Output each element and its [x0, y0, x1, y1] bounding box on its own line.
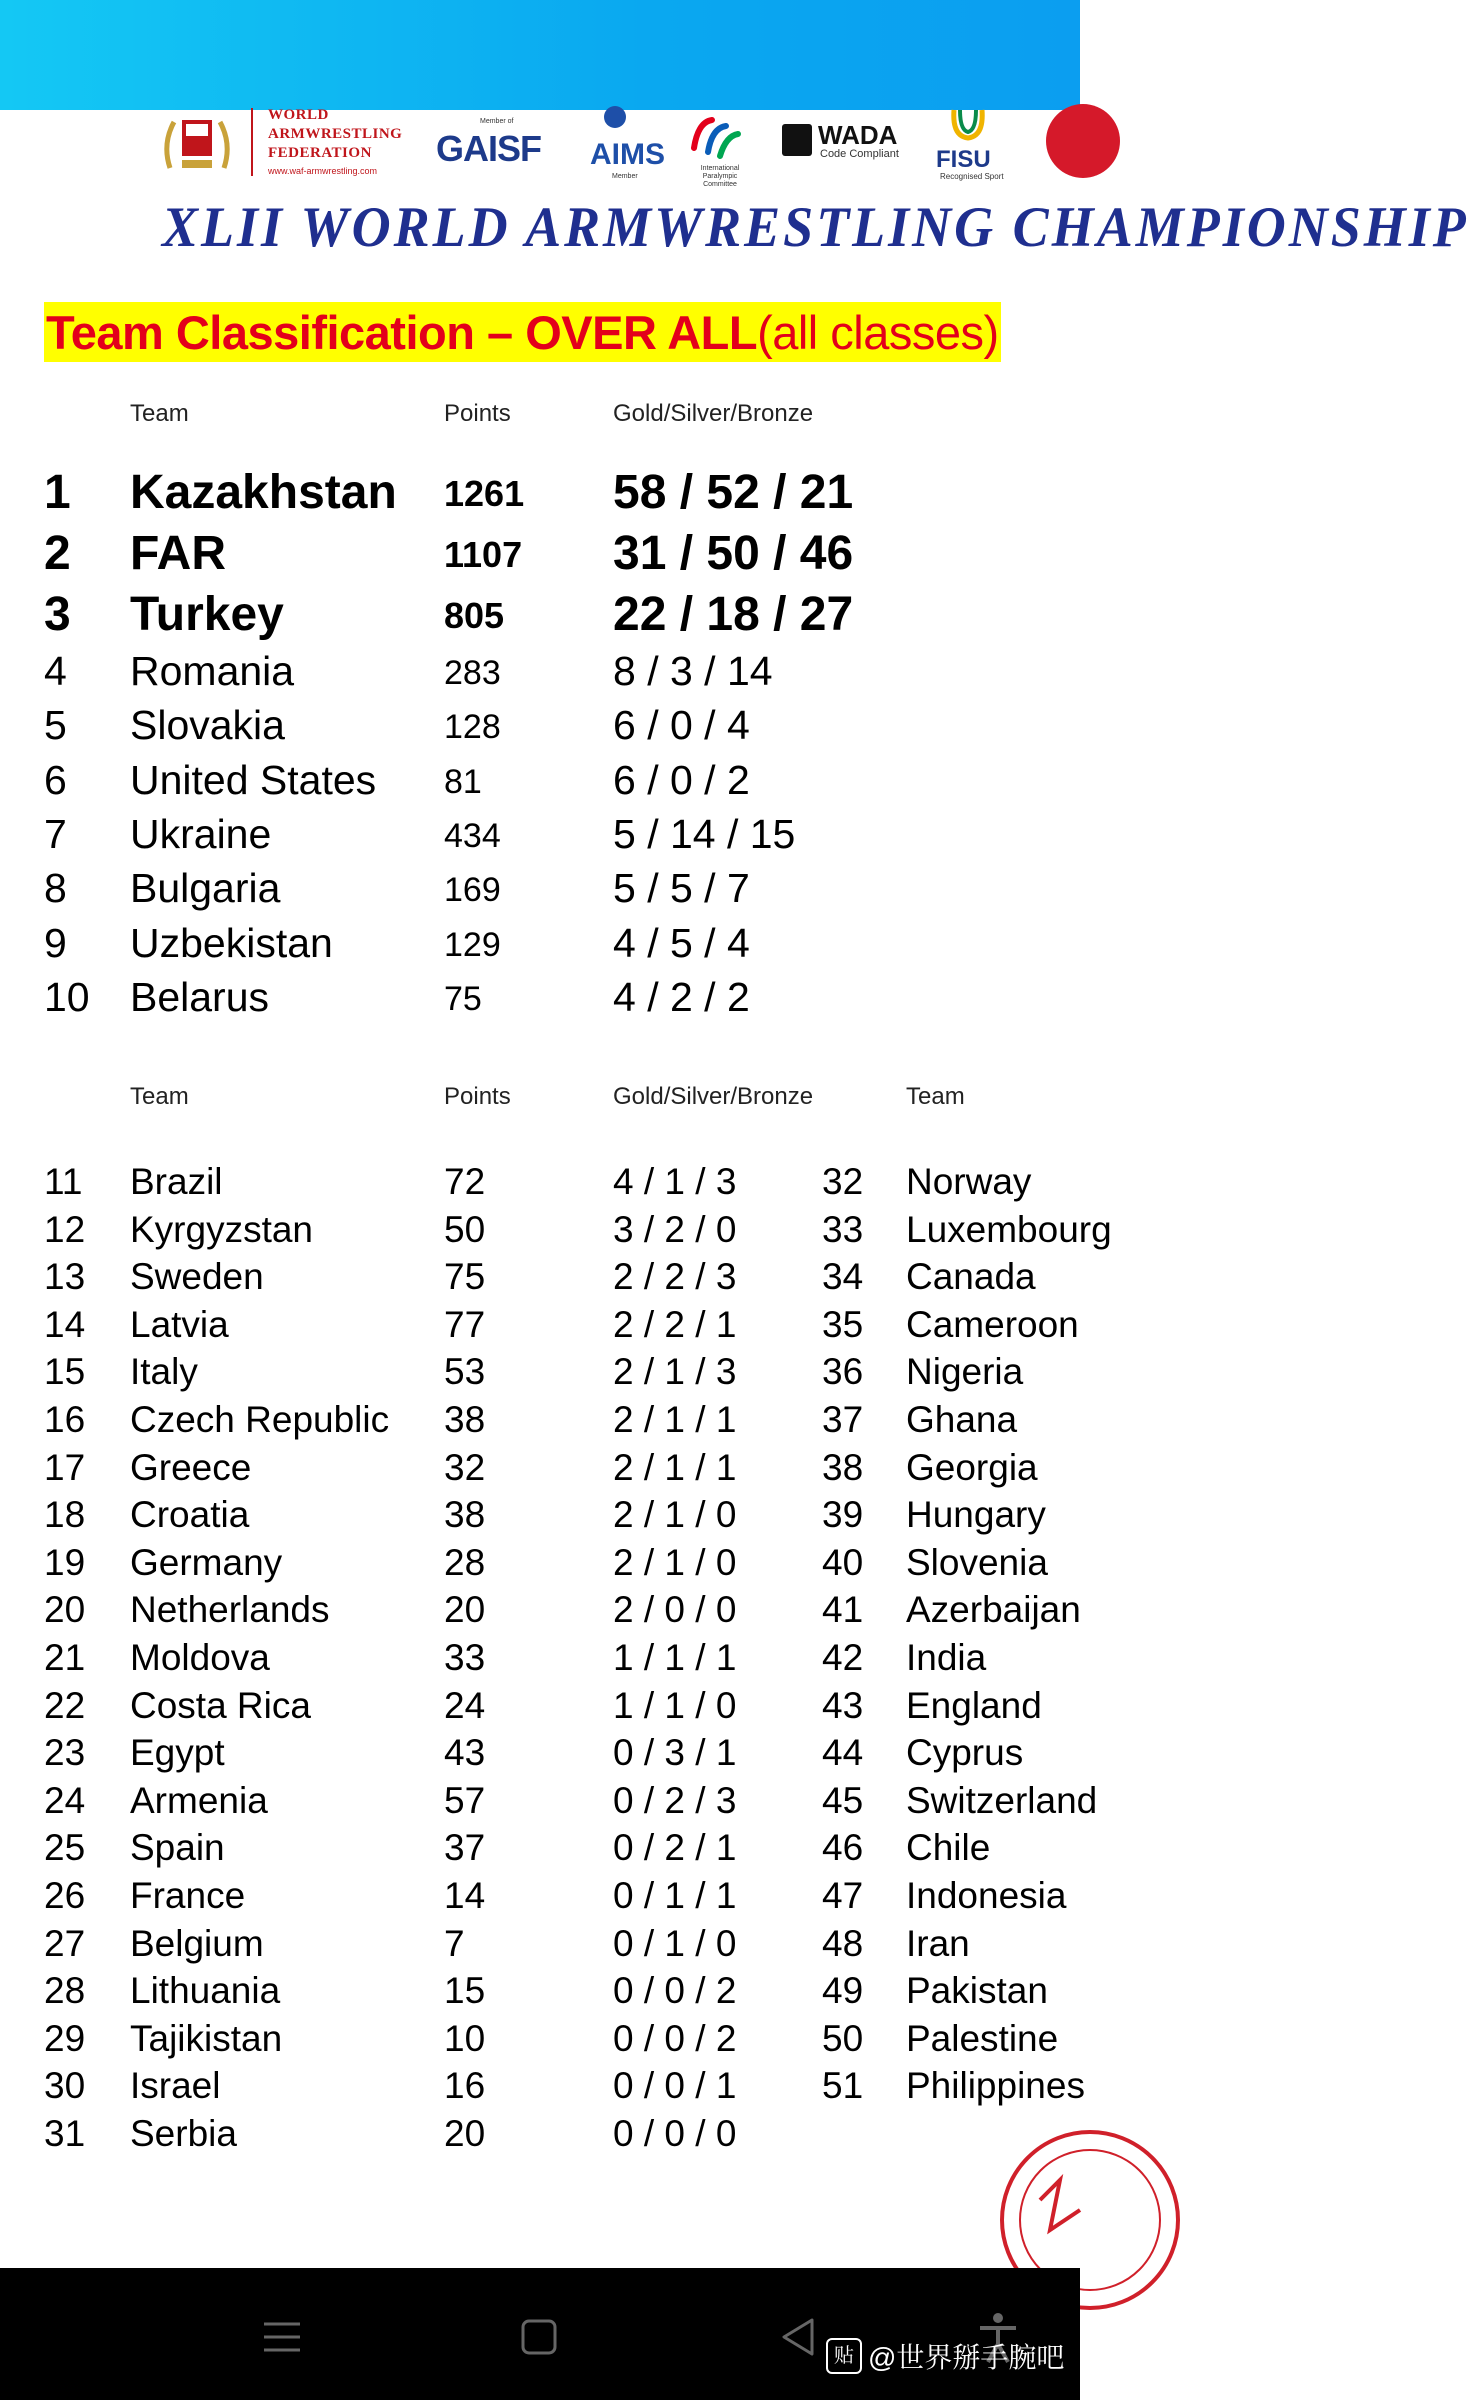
points-cell: 43 — [444, 1732, 486, 1774]
aims-caption: Member — [612, 173, 638, 180]
team-cell: Egypt — [130, 1732, 225, 1774]
medals-cell: 2 / 0 / 0 — [613, 1589, 737, 1631]
waf-url: www.waf-armwrestling.com — [268, 166, 378, 176]
rank-cell: 17 — [44, 1446, 86, 1488]
rank-cell: 49 — [822, 1970, 864, 2012]
rank-cell: 18 — [44, 1494, 86, 1536]
rank-cell: 16 — [44, 1399, 86, 1440]
rank-cell: 20 — [44, 1589, 86, 1631]
wada-caption: Code Compliant — [820, 148, 899, 160]
team-cell: Uzbekistan — [130, 919, 333, 966]
team-cell: Italy — [130, 1351, 198, 1393]
medals-cell: 0 / 1 / 1 — [613, 1875, 737, 1916]
medals-cell: 6 / 0 / 2 — [613, 756, 750, 803]
medals-cell: 0 / 3 / 1 — [613, 1732, 737, 1774]
menu-icon[interactable] — [262, 2320, 302, 2354]
rank-cell: 6 — [44, 756, 67, 803]
waf-emblem-icon — [160, 108, 234, 180]
points-cell: 434 — [444, 816, 501, 855]
rank-cell: 30 — [44, 2065, 86, 2107]
points-cell: 75 — [444, 1256, 486, 1298]
rank-cell: 1 — [44, 466, 71, 519]
fisu-logo: FISU — [936, 146, 991, 173]
rank-cell: 32 — [822, 1161, 864, 1202]
waf-line: ARMWRESTLING — [268, 126, 403, 142]
medals-cell: 5 / 14 / 15 — [613, 810, 796, 857]
team-cell: Switzerland — [906, 1779, 1098, 1821]
wada-logo: WADA — [818, 120, 898, 150]
rank-cell: 40 — [822, 1541, 864, 1583]
page-title — [44, 302, 1001, 362]
header-medals: Gold/Silver/Bronze — [613, 400, 814, 427]
rank-cell: 8 — [44, 865, 67, 912]
title-bold: Team Classification – OVER ALL — [46, 305, 758, 359]
team-cell: Cyprus — [906, 1732, 1024, 1774]
medals-cell: 4 / 5 / 4 — [613, 919, 750, 966]
gaisf-caption: Member of — [480, 118, 514, 125]
rank-cell: 36 — [822, 1351, 864, 1393]
points-cell: 1261 — [444, 473, 525, 514]
medals-cell: 2 / 2 / 1 — [613, 1303, 737, 1345]
rank-cell: 45 — [822, 1779, 864, 1821]
points-cell: 53 — [444, 1351, 486, 1393]
watermark — [826, 2336, 1064, 2376]
medals-cell: 0 / 0 / 2 — [613, 2017, 737, 2059]
rank-cell: 47 — [822, 1875, 864, 1916]
points-cell: 7 — [444, 1922, 465, 1964]
points-cell: 50 — [444, 1208, 486, 1250]
back-icon[interactable] — [778, 2316, 818, 2358]
team-cell: Greece — [130, 1446, 252, 1488]
rank-cell: 10 — [44, 973, 90, 1020]
team-cell: Hungary — [906, 1494, 1046, 1536]
team-cell: Germany — [130, 1541, 283, 1583]
points-cell: 10 — [444, 2017, 486, 2059]
points-cell: 15 — [444, 1970, 486, 2012]
header-points: Points — [444, 1083, 511, 1110]
fisu-ring-icon — [948, 106, 988, 142]
team-cell: Slovenia — [906, 1541, 1048, 1583]
rank-cell: 29 — [44, 2017, 86, 2059]
points-cell: 14 — [444, 1875, 486, 1916]
team-cell: Palestine — [906, 2017, 1059, 2059]
rank-cell: 35 — [822, 1303, 864, 1345]
rank-cell: 21 — [44, 1637, 86, 1678]
waf-line: FEDERATION — [268, 145, 372, 161]
rank-cell: 15 — [44, 1351, 86, 1393]
points-cell: 75 — [444, 979, 482, 1018]
rank-cell: 48 — [822, 1922, 864, 1964]
team-cell: Ukraine — [130, 810, 272, 857]
rank-cell: 4 — [44, 648, 67, 694]
team-cell: Pakistan — [906, 1970, 1048, 2012]
team-cell: France — [130, 1875, 246, 1916]
team-cell: Czech Republic — [130, 1399, 390, 1440]
team-cell: FAR — [130, 527, 226, 580]
rank-cell: 12 — [44, 1208, 86, 1250]
rank-cell: 31 — [44, 2113, 86, 2154]
medals-cell: 2 / 1 / 3 — [613, 1351, 737, 1393]
medals-cell: 0 / 2 / 3 — [613, 1779, 737, 1821]
points-cell: 38 — [444, 1494, 486, 1536]
aims-logo: AIMS — [590, 138, 665, 171]
medals-cell: 2 / 1 / 0 — [613, 1541, 737, 1583]
rank-cell: 43 — [822, 1684, 864, 1726]
points-cell: 129 — [444, 925, 501, 964]
header-team-right: Team — [906, 1083, 965, 1110]
team-cell: Spain — [130, 1827, 225, 1869]
points-cell: 38 — [444, 1399, 486, 1440]
medals-cell: 4 / 1 / 3 — [613, 1161, 737, 1202]
navigation-bar — [0, 2268, 1080, 2400]
rank-cell: 19 — [44, 1541, 86, 1583]
medals-cell: 2 / 1 / 1 — [613, 1399, 737, 1440]
team-cell: Serbia — [130, 2113, 237, 2154]
rank-cell: 28 — [44, 1970, 86, 2012]
team-cell: Lithuania — [130, 1970, 281, 2012]
header-team: Team — [130, 1083, 189, 1110]
rank-cell: 42 — [822, 1637, 864, 1678]
team-cell: Slovakia — [130, 702, 285, 749]
title-light: (all classes) — [757, 305, 999, 359]
team-cell: Nigeria — [906, 1351, 1024, 1393]
team-cell: United States — [130, 756, 377, 803]
medals-cell: 2 / 2 / 3 — [613, 1256, 737, 1298]
waf-divider — [251, 108, 253, 176]
waf-line: WORLD — [268, 107, 329, 123]
rank-cell: 25 — [44, 1827, 86, 1869]
team-cell: Iran — [906, 1922, 970, 1964]
medals-cell: 6 / 0 / 4 — [613, 702, 750, 749]
rank-cell: 44 — [822, 1732, 864, 1774]
medals-cell: 0 / 0 / 2 — [613, 1970, 737, 2012]
rank-cell: 27 — [44, 1922, 86, 1964]
points-cell: 128 — [444, 708, 501, 747]
rank-cell: 14 — [44, 1303, 86, 1345]
partner-badge-icon — [1046, 104, 1120, 178]
team-cell: Latvia — [130, 1303, 229, 1345]
rank-cell: 9 — [44, 919, 67, 966]
rank-cell: 34 — [822, 1256, 864, 1298]
rank-cell: 26 — [44, 1875, 86, 1916]
header-points: Points — [444, 400, 511, 427]
team-cell: Kyrgyzstan — [130, 1208, 314, 1250]
rank-cell: 7 — [44, 810, 67, 857]
waf-name — [268, 106, 402, 163]
team-cell: Brazil — [130, 1161, 223, 1202]
points-cell: 32 — [444, 1446, 486, 1488]
header-team: Team — [130, 400, 189, 427]
points-cell: 1107 — [444, 534, 523, 575]
team-cell: England — [906, 1684, 1042, 1726]
team-cell: Sweden — [130, 1256, 264, 1298]
medals-cell: 58 / 52 / 21 — [613, 466, 854, 519]
team-cell: Belgium — [130, 1922, 264, 1964]
rank-cell: 5 — [44, 702, 67, 749]
rank-cell: 22 — [44, 1684, 86, 1726]
watermark-badge: 贴 — [826, 2338, 862, 2374]
paralympic-caption: International Paralympic Committee — [700, 165, 740, 188]
gaisf-logo: GAISF — [436, 128, 542, 169]
medals-cell: 8 / 3 / 14 — [613, 648, 773, 694]
watermark-text: @世界掰手腕吧 — [868, 2342, 1065, 2373]
team-cell: Norway — [906, 1161, 1032, 1202]
fisu-caption: Recognised Sport — [940, 172, 1004, 181]
team-cell: Bulgaria — [130, 865, 281, 912]
rank-cell: 23 — [44, 1732, 86, 1774]
team-cell: Luxembourg — [906, 1208, 1112, 1250]
team-cell: Romania — [130, 648, 295, 694]
points-cell: 33 — [444, 1637, 486, 1678]
header-medals: Gold/Silver/Bronze — [613, 1083, 814, 1110]
points-cell: 37 — [444, 1827, 486, 1869]
team-cell: Moldova — [130, 1637, 270, 1678]
team-cell: Croatia — [130, 1494, 250, 1536]
aims-ball-icon — [604, 106, 626, 128]
rank-cell: 39 — [822, 1494, 864, 1536]
medals-cell: 3 / 2 / 0 — [613, 1208, 737, 1250]
team-cell: Netherlands — [130, 1589, 330, 1631]
official-stamp-icon — [1000, 2120, 1120, 2270]
medals-cell: 0 / 2 / 1 — [613, 1827, 737, 1869]
medals-cell: 31 / 50 / 46 — [613, 527, 854, 580]
points-cell: 805 — [444, 595, 505, 636]
rank-cell: 50 — [822, 2017, 864, 2059]
team-cell: Cameroon — [906, 1303, 1079, 1345]
medals-cell: 0 / 0 / 0 — [613, 2113, 737, 2154]
rank-cell: 38 — [822, 1446, 864, 1488]
medals-cell: 4 / 2 / 2 — [613, 973, 750, 1020]
points-cell: 20 — [444, 2113, 486, 2154]
rank-cell: 33 — [822, 1208, 864, 1250]
team-cell: Armenia — [130, 1779, 268, 1821]
team-cell: Kazakhstan — [130, 466, 397, 519]
medals-cell: 0 / 0 / 1 — [613, 2065, 737, 2107]
team-cell: Israel — [130, 2065, 221, 2107]
team-cell: Belarus — [130, 973, 270, 1020]
rank-cell: 3 — [44, 588, 71, 641]
points-cell: 81 — [444, 762, 482, 801]
rank-cell: 41 — [822, 1589, 864, 1631]
medals-cell: 1 / 1 / 0 — [613, 1684, 737, 1726]
points-cell: 24 — [444, 1684, 486, 1726]
paralympic-agitos-icon — [686, 112, 742, 162]
points-cell: 28 — [444, 1541, 486, 1583]
rank-cell: 13 — [44, 1256, 86, 1298]
team-cell: Costa Rica — [130, 1684, 311, 1726]
points-cell: 77 — [444, 1303, 486, 1345]
points-cell: 169 — [444, 871, 501, 910]
medals-cell: 1 / 1 / 1 — [613, 1637, 737, 1678]
team-cell: Georgia — [906, 1446, 1038, 1488]
home-icon[interactable] — [520, 2318, 558, 2356]
rank-cell: 24 — [44, 1779, 86, 1821]
rank-cell: 46 — [822, 1827, 864, 1869]
medals-cell: 5 / 5 / 7 — [613, 865, 750, 912]
status-bar — [0, 0, 1080, 110]
points-cell: 57 — [444, 1779, 486, 1821]
team-cell: Turkey — [130, 588, 284, 641]
team-cell: Philippines — [906, 2065, 1085, 2107]
rank-cell: 11 — [44, 1161, 83, 1202]
team-cell: Canada — [906, 1256, 1036, 1298]
medals-cell: 2 / 1 / 0 — [613, 1494, 737, 1536]
team-cell: Ghana — [906, 1399, 1018, 1440]
points-cell: 283 — [444, 654, 501, 692]
team-cell: Indonesia — [906, 1875, 1067, 1916]
points-cell: 16 — [444, 2065, 486, 2107]
medals-cell: 2 / 1 / 1 — [613, 1446, 737, 1488]
team-cell: India — [906, 1637, 987, 1678]
medals-cell: 0 / 1 / 0 — [613, 1922, 737, 1964]
rank-cell: 2 — [44, 527, 71, 580]
points-cell: 72 — [444, 1161, 486, 1202]
medals-cell: 22 / 18 / 27 — [613, 588, 854, 641]
team-cell: Chile — [906, 1827, 991, 1869]
rank-cell: 37 — [822, 1399, 864, 1440]
team-cell: Azerbaijan — [906, 1589, 1081, 1631]
rank-cell: 51 — [822, 2065, 864, 2107]
points-cell: 20 — [444, 1589, 486, 1631]
team-cell: Tajikistan — [130, 2017, 283, 2059]
wada-mark-icon — [782, 124, 812, 156]
championship-banner: XLII WORLD ARMWRESTLING CHAMPIONSHIP — [162, 195, 1469, 259]
